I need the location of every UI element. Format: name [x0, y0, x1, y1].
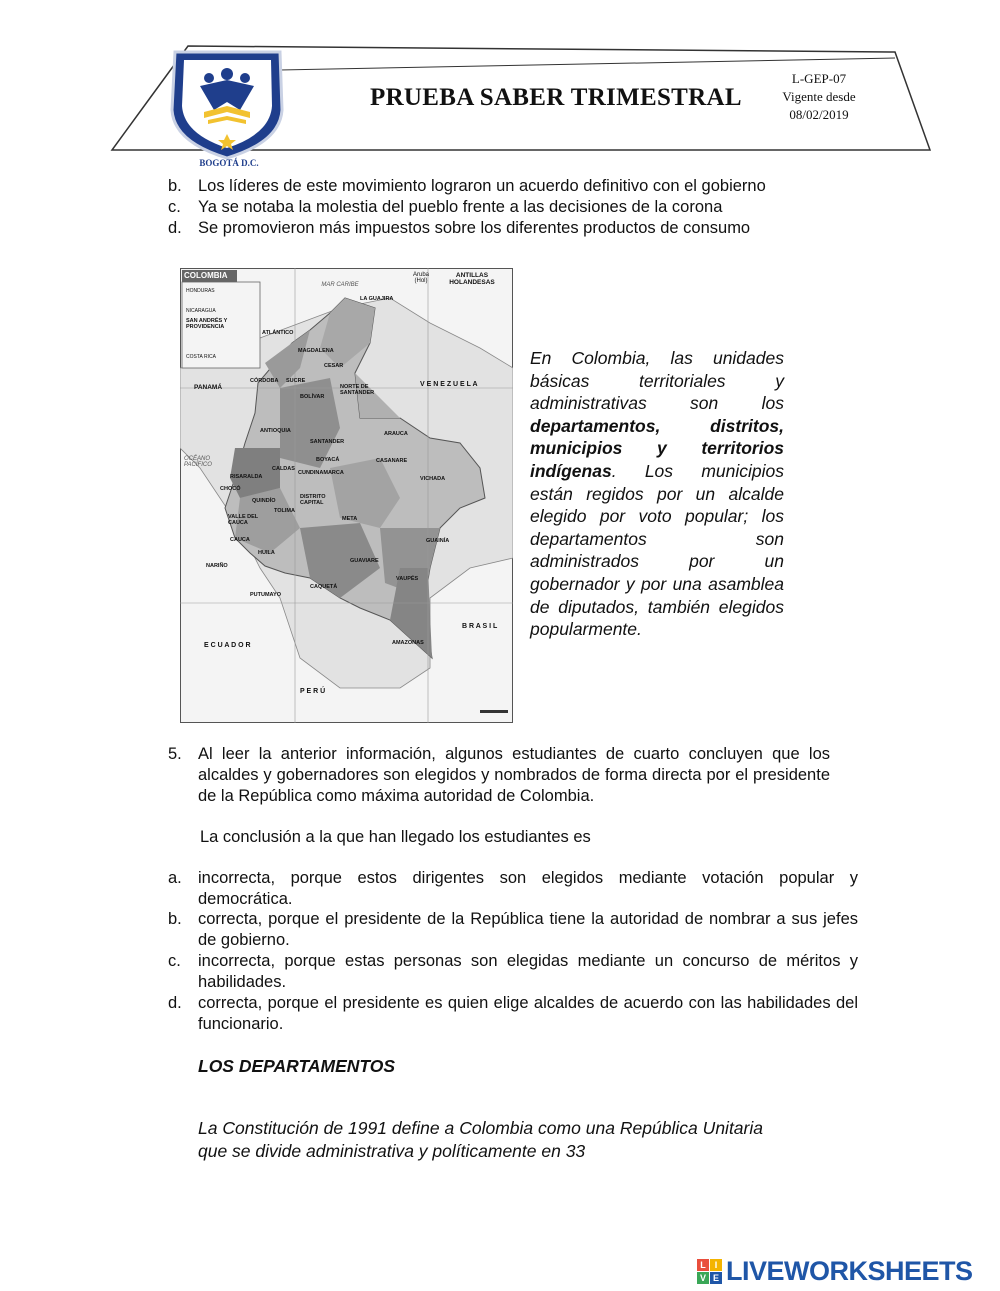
- map-label: OCÉANO PACÍFICO: [184, 456, 212, 468]
- option-a[interactable]: [168, 868, 858, 910]
- question-statement: Al leer la anterior información, algunos estudiantes de cuarto concluyen que los alcaldes y gobernadores son elegidos y nombrados de forma directa por el presidente de la República como máxima autoridad de Colombia.: [198, 745, 830, 805]
- option-letter: b.: [168, 910, 182, 928]
- map-label: CAUCA: [230, 537, 250, 543]
- option-text: Se promovieron más impuestos sobre los diferentes productos de consumo: [198, 219, 751, 237]
- map-label: DISTRITO CAPITAL: [300, 494, 326, 506]
- map-label: QUINDÍO: [252, 498, 276, 504]
- map-label: VALLE DEL CAUCA: [228, 514, 259, 526]
- map-label: HONDURAS: [186, 288, 215, 294]
- question-5: [168, 744, 858, 810]
- option-letter: c.: [168, 952, 181, 970]
- map-label: TOLIMA: [274, 508, 295, 514]
- map-label: HUILA: [258, 550, 275, 556]
- map-label: CASANARE: [376, 458, 408, 464]
- option-letter: d.: [168, 994, 182, 1012]
- list-item: [168, 197, 858, 218]
- map-label: ANTIOQUIA: [260, 428, 291, 434]
- map-label: META: [342, 516, 358, 522]
- map-label: ATLÁNTICO: [262, 330, 294, 336]
- map-label: CESAR: [324, 363, 344, 369]
- valid-label: Vigente desde: [782, 89, 856, 104]
- map-label: B R A S I L: [462, 623, 498, 630]
- section-intro: La Constitución de 1991 define a Colombia como una República Unitaria que se divide administrativa y políticamente en 33: [198, 1118, 763, 1161]
- map-label: GUAINÍA: [426, 538, 450, 544]
- list-item: [168, 176, 858, 197]
- question-prompt: La conclusión a la que han llegado los estudiantes es: [200, 828, 591, 846]
- map-drawing: [180, 268, 513, 723]
- option-letter: a.: [168, 869, 182, 887]
- map-label: NORTE DE SANTANDER: [340, 384, 375, 396]
- map-label: LA GUAJIRA: [360, 296, 394, 302]
- doc-code: L-GEP-07: [791, 71, 847, 86]
- map-label: CAQUETÁ: [310, 584, 338, 590]
- map-label: RISARALDA: [230, 474, 263, 480]
- school-logo: [160, 40, 295, 170]
- map-label: SAN ANDRÉS Y PROVIDENCIA: [186, 318, 228, 330]
- option-letter: c.: [168, 198, 181, 216]
- map-label: BOLÍVAR: [300, 394, 325, 400]
- info-text: . Los municipios están regidos por un alcalde elegido por voto popular; los departamentos son administrados por un gobernador y por una asamblea de diputados, también elegidos popularmente.: [530, 460, 784, 640]
- info-bold-text: departamentos, distritos, municipios y territorios indígenas: [530, 415, 784, 481]
- map-label: SANTANDER: [310, 439, 345, 445]
- map-label: CALDAS: [272, 466, 295, 472]
- option-text: correcta, porque el presidente es quien elige alcaldes de acuerdo con las habilidades del funcionario.: [198, 994, 858, 1033]
- map-label: VICHADA: [420, 476, 446, 482]
- school-city: BOGOTÁ D.C.: [199, 158, 259, 168]
- map-label: GUAVIARE: [350, 558, 379, 564]
- page-title: PRUEBA SABER TRIMESTRAL: [370, 84, 742, 111]
- info-paragraph: [530, 347, 784, 641]
- map-label: PUTUMAYO: [250, 592, 281, 598]
- logo-letter: L: [697, 1259, 709, 1271]
- map-label: MAR CARIBE: [321, 282, 359, 288]
- map-label: V E N E Z U E L A: [420, 381, 478, 388]
- map-label: AMAZONAS: [392, 640, 424, 646]
- valid-date: 08/02/2019: [789, 107, 849, 122]
- map-label: Aruba (Hol): [412, 272, 429, 284]
- logo-letter: E: [710, 1272, 722, 1284]
- doc-code-block: [760, 70, 878, 124]
- map-label: NICARAGUA: [186, 308, 216, 314]
- question-number: 5.: [168, 745, 182, 763]
- info-text: En Colombia, las unidades básicas territoriales y administrativas son los: [530, 348, 784, 414]
- option-text: Los líderes de este movimiento lograron un acuerdo definitivo con el gobierno: [198, 177, 766, 195]
- colombia-map: [180, 268, 513, 723]
- map-label: ANTILLAS HOLANDESAS: [449, 272, 495, 286]
- map-title: COLOMBIA: [184, 271, 228, 280]
- map-label: MAGDALENA: [298, 348, 334, 354]
- option-text: Ya se notaba la molestia del pueblo frente a las decisiones de la corona: [198, 198, 723, 216]
- section-title: LOS DEPARTAMENTOS: [198, 1056, 396, 1076]
- liveworksheets-logo-icon: [697, 1259, 723, 1285]
- map-label: CUNDINAMARCA: [298, 470, 344, 476]
- option-text: incorrecta, porque estos dirigentes son elegidos mediante votación popular y democrática.: [198, 869, 858, 908]
- map-label: P E R Ú: [300, 688, 326, 695]
- map-label: CÓRDOBA: [250, 378, 279, 384]
- school-shield-icon: [160, 40, 295, 170]
- map-label: PANAMÁ: [194, 384, 223, 391]
- brand-name[interactable]: LIVEWORKSHEETS: [726, 1256, 973, 1286]
- map-label: VAUPÉS: [396, 576, 419, 582]
- map-label: BOYACÁ: [316, 457, 340, 463]
- logo-letter: V: [697, 1272, 709, 1284]
- option-letter: d.: [168, 219, 182, 237]
- option-c[interactable]: [168, 951, 858, 993]
- option-letter: b.: [168, 177, 182, 195]
- option-d[interactable]: [168, 993, 858, 1035]
- option-b[interactable]: [168, 909, 858, 951]
- map-label: SUCRE: [286, 378, 306, 384]
- option-text: incorrecta, porque estas personas son elegidas mediante un concurso de méritos y habilidades.: [198, 952, 858, 991]
- list-item: [168, 218, 858, 239]
- map-label: NARIÑO: [206, 563, 228, 569]
- map-label: ARAUCA: [384, 431, 408, 437]
- map-label: CHOCÓ: [220, 486, 241, 492]
- map-label: E C U A D O R: [204, 642, 251, 649]
- logo-letter: I: [710, 1259, 722, 1271]
- map-label: COSTA RICA: [186, 354, 216, 360]
- option-text: correcta, porque el presidente de la República tiene la autoridad de nombrar a sus jefes de gobierno.: [198, 910, 858, 949]
